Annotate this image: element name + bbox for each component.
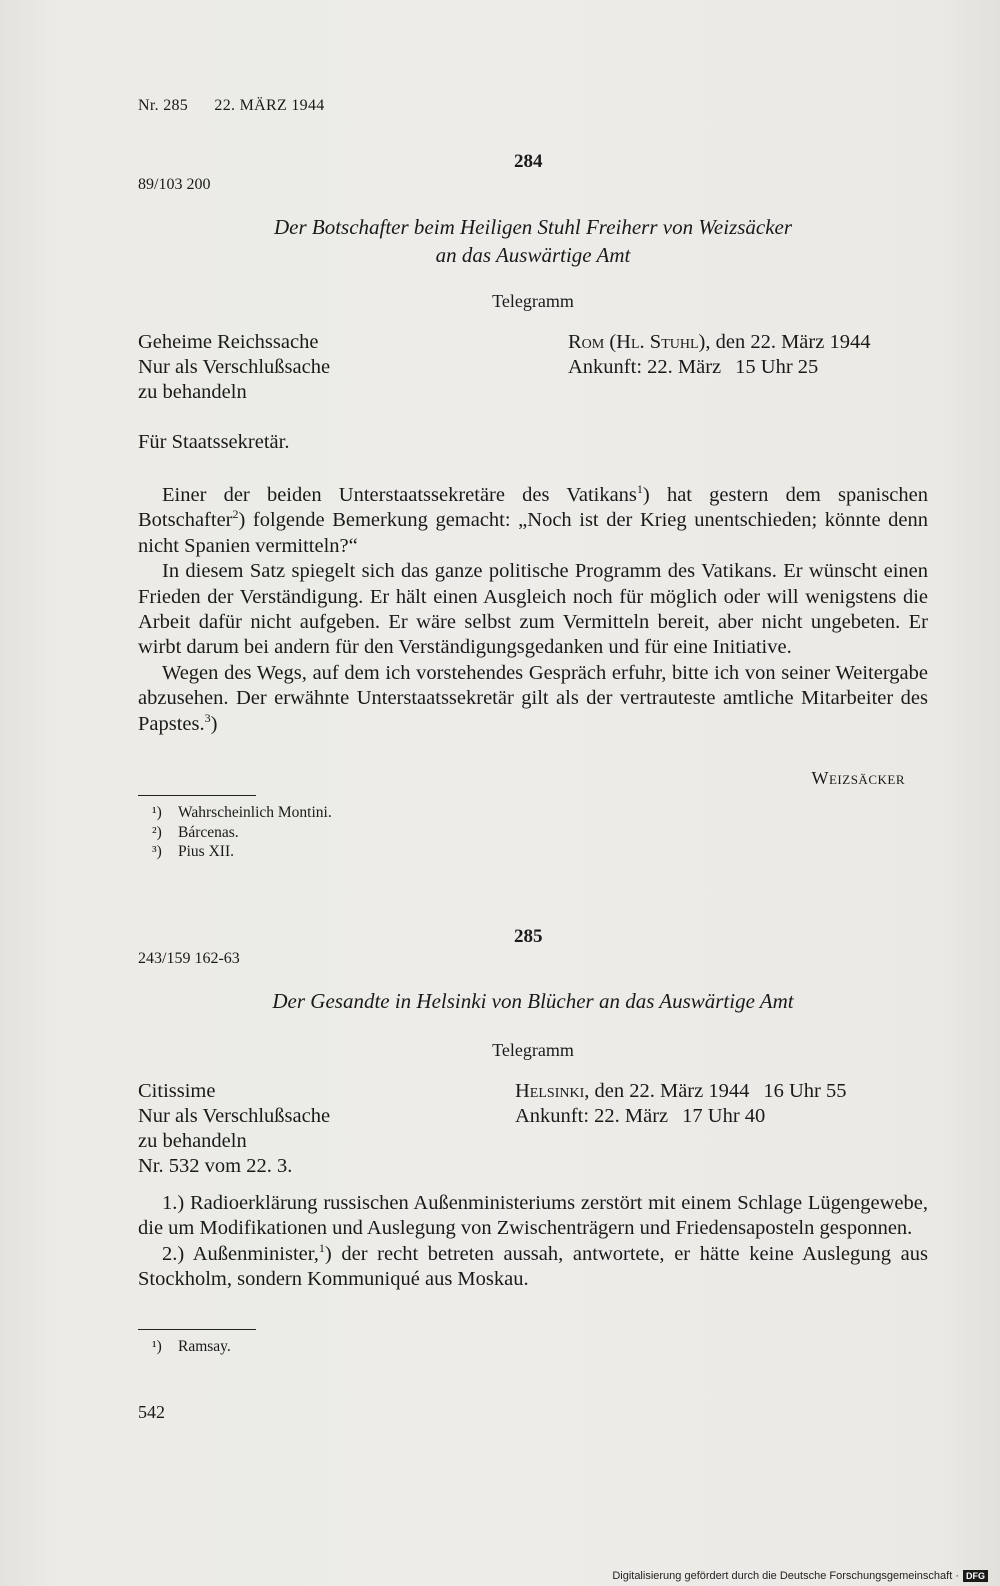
text-span: Wegen des Wegs, auf dem ich vorstehendes Gespräch erfuhr, bitte ich von seiner Weitergabe abzusehen. Der erwähnte Unterstaatssekretär gilt als der vertrauteste amtliche Mitarbeiter des Papstes. — [138, 661, 928, 735]
footnote-mark: ¹) — [152, 1338, 162, 1355]
paragraph: 1.) Radioerklärung russischen Außenministeriums zerstört mit einem Schlage Lügengewebe, die um Modifikationen und Auslegung von Zwischenträgern und Friedensaposteln gesponnen. — [138, 1192, 928, 1240]
file-reference-285: 243/159 162-63 — [138, 950, 240, 967]
running-head-date: 22. MÄRZ 1944 — [214, 97, 325, 114]
text-span: ) — [210, 712, 218, 735]
footnote-divider — [138, 1329, 256, 1330]
footnote-text: Wahrscheinlich Montini. — [178, 804, 332, 821]
running-head-number: Nr. 285 — [138, 97, 189, 114]
paragraph — [138, 1242, 928, 1293]
text-span: 2.) Außenminister, — [162, 1242, 319, 1265]
footnote-text: Ramsay. — [178, 1338, 231, 1355]
addressee-284 — [138, 430, 928, 455]
text-span: ) der recht betreten aussah, antwortete, er hätte keine Auslegung aus Stockholm, sondern Kommuniqué aus Moskau. — [138, 1242, 928, 1291]
dispatch-info-285 — [515, 1079, 847, 1129]
footnote-mark: ²) — [152, 823, 162, 841]
footnotes-284 — [152, 803, 332, 862]
paragraph — [138, 661, 928, 737]
dispatch-place: Rom (Hl. Stuhl) — [568, 331, 706, 353]
dfg-logo: DFG — [963, 1570, 988, 1582]
footnote-ref: 1 — [318, 1240, 325, 1255]
text-span: Einer der beiden Unterstaatssekretäre des Vatikans — [162, 484, 637, 506]
classification-284 — [138, 330, 330, 405]
classification-line: Citissime — [138, 1080, 216, 1102]
dispatch-info-284 — [568, 330, 870, 380]
running-head — [138, 97, 325, 115]
footnote-mark: ³) — [152, 843, 162, 860]
footnote — [152, 1337, 231, 1357]
classification-line: Nr. 532 vom 22. 3. — [138, 1155, 293, 1177]
body-text-285 — [138, 1191, 928, 1293]
digitization-credit — [612, 1570, 988, 1582]
footnotes-285 — [152, 1337, 231, 1357]
text-span: ) folgende Bemerkung gemacht: „Noch ist der Krieg unentschieden; könnte denn nicht Spanien vermitteln?“ — [138, 509, 928, 557]
classification-line: Nur als Verschlußsache — [138, 356, 331, 378]
text-span: ) hat gestern dem spanischen Botschafter — [138, 484, 928, 532]
dispatch-place: Helsinki — [515, 1080, 585, 1102]
body-text-284 — [138, 483, 928, 737]
page-number: 542 — [138, 1402, 165, 1422]
document-type-285: Telegramm — [492, 1040, 574, 1060]
arrival-time: 17 Uhr 40 — [682, 1105, 766, 1127]
signature-284: Weizsäcker — [811, 768, 905, 788]
dispatch-date: , den 22. März 1944 — [584, 1080, 750, 1102]
document-heading-284 — [138, 213, 928, 269]
footnote-divider — [138, 795, 256, 796]
document-number-284: 284 — [514, 151, 543, 172]
document-heading-285: Der Gesandte in Helsinki von Blücher an das Auswärtige Amt — [272, 989, 794, 1013]
document-type-284: Telegramm — [492, 291, 574, 311]
classification-line: zu behandeln — [138, 381, 247, 403]
arrival-date: Ankunft: 22. März — [568, 356, 722, 378]
arrival-time: 15 Uhr 25 — [735, 356, 819, 378]
paragraph: In diesem Satz spiegelt sich das ganze politische Programm des Vatikans. Er wünscht einen Frieden der Verständigung. Er hält einen Ausgleich noch für möglich oder will wenigstens die Arbeit dafür nicht aufgeben. Er wäre selbst zum Vermitteln bereit, aber nicht ungebeten. Er wirbt darum bei andern für den Verständigungsgedanken und für eine Initiative. — [138, 560, 928, 659]
classification-line: Geheime Reichssache — [138, 331, 319, 353]
document-number-285: 285 — [514, 926, 543, 947]
credit-text: Digitalisierung gefördert durch die Deutsche Forschungsgemeinschaft · — [612, 1570, 959, 1582]
footnote-ref: 1 — [636, 482, 643, 497]
dispatch-date: , den 22. März 1944 — [705, 331, 871, 353]
footnote — [152, 823, 332, 843]
classification-line: Nur als Verschlußsache — [138, 1105, 331, 1127]
heading-line-1: Der Botschafter beim Heiligen Stuhl Freiherr von Weizsäcker — [273, 215, 793, 239]
footnote-text: Pius XII. — [178, 843, 234, 860]
classification-line: zu behandeln — [138, 1130, 247, 1152]
footnote-mark: ¹) — [152, 804, 162, 821]
footnote-ref: 3 — [204, 710, 211, 725]
arrival-date: Ankunft: 22. März — [515, 1105, 669, 1127]
footnote-ref: 2 — [232, 507, 239, 522]
heading-line-2: an das Auswärtige Amt — [435, 243, 631, 267]
footnote — [152, 803, 332, 823]
paragraph — [138, 483, 928, 559]
footnote — [152, 842, 332, 862]
dispatch-time: 16 Uhr 55 — [763, 1080, 847, 1102]
classification-285 — [138, 1079, 330, 1179]
file-reference-284: 89/103 200 — [138, 176, 211, 193]
addressee-line: Für Staatssekretär. — [138, 431, 290, 453]
footnote-text: Bárcenas. — [178, 823, 239, 841]
